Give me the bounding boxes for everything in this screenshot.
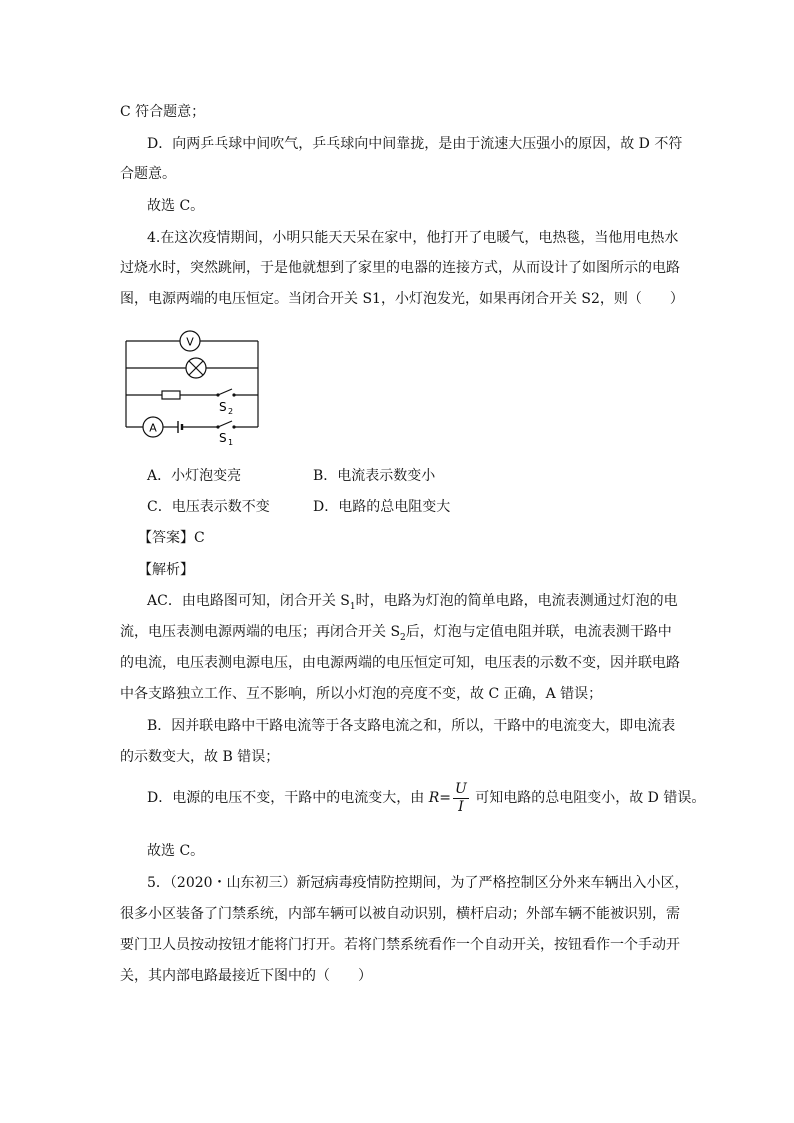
question-4-text: 图，电源两端的电压恒定。当闭合开关 S1，小灯泡发光，如果再闭合开关 S2，则（ ） xyxy=(120,291,684,307)
voltmeter-label: V xyxy=(186,335,194,349)
analysis-formula-line: D．电源的电压不变，干路中的电流变大，由 R= $\frac{U}{I}$ 可知电路的总电阻变小，故 D 错误。 xyxy=(147,780,706,815)
analysis-text: AC．由电路图可知，闭合开关 $S_1$时，电路为灯泡的简单电路，电流表测通过灯泡的电 xyxy=(147,593,678,612)
question-5-text: 要门卫人员按动按钮才能将门打开。若将门禁系统看作一个自动开关，按钮看作一个手动开 xyxy=(120,937,680,953)
question-4-text: 4.在这次疫情期间，小明只能天天呆在家中，他打开了电暖气，电热毯，当他用电热水 xyxy=(147,230,679,246)
text-line: 合题意。 xyxy=(120,166,176,182)
conclusion-text: 故选 C。 xyxy=(147,843,205,859)
fraction-u-over-i: $\frac{U}{I}$ xyxy=(454,780,467,815)
question-5-text: 关，其内部电路最接近下图中的（ ） xyxy=(120,968,372,984)
circuit-diagram xyxy=(118,325,268,447)
switch-s2-symbol xyxy=(218,389,232,395)
question-4-text: 过烧水时，突然跳闸，于是他就想到了家里的电器的连接方式，从而设计了如图所示的电路 xyxy=(120,260,680,276)
question-5-text: 5．（2020・山东初三）新冠病毒疫情防控期间，为了严格控制区分外来车辆出入小区， xyxy=(147,875,689,891)
question-5-text: 很多小区装备了门禁系统，内部车辆可以被自动识别，横杆启动；外部车辆不能被识别，需 xyxy=(120,906,680,922)
switch-s2-label: S xyxy=(219,400,227,414)
analysis-heading: 【解析】 xyxy=(138,562,194,578)
option-a: A．小灯泡变亮 xyxy=(147,468,242,484)
answer-label: 【答案】C xyxy=(138,530,205,546)
switch-s1-symbol xyxy=(218,421,232,427)
option-b: B．电流表示数变小 xyxy=(313,468,436,484)
option-d: D．电路的总电阻变大 xyxy=(313,499,451,515)
switch-s2-subscript: 2 xyxy=(228,407,234,416)
text-line: D．向两乒乓球中间吹气，乒乓球向中间靠拢，是由于流速大压强小的原因，故 D 不符 xyxy=(147,136,683,152)
analysis-text: 的电流，电压表测电源电压，由电源两端的电压恒定可知，电压表的示数不变，因并联电路 xyxy=(120,655,680,671)
switch-s1-label: S xyxy=(219,431,227,445)
text-line: C 符合题意； xyxy=(120,104,206,120)
analysis-text: 的示数变大，故 B 错误； xyxy=(120,749,280,765)
analysis-text: 流，电压表测电源两端的电压；再闭合开关 $S_2$后，灯泡与定值电阻并联，电流表测干路中 xyxy=(120,624,672,643)
resistor-symbol xyxy=(162,391,180,399)
switch-s1-subscript: 1 xyxy=(228,438,234,447)
analysis-text: 中各支路独立工作、互不影响，所以小灯泡的亮度不变，故 C 正确，A 错误； xyxy=(120,686,603,702)
option-c: C．电压表示数不变 xyxy=(147,499,270,515)
analysis-text: B．因并联电路中干路电流等于各支路电流之和，所以，干路中的电流变大，即电流表 xyxy=(147,718,676,734)
text-line: 故选 C。 xyxy=(147,198,205,214)
ammeter-label: A xyxy=(149,421,157,435)
